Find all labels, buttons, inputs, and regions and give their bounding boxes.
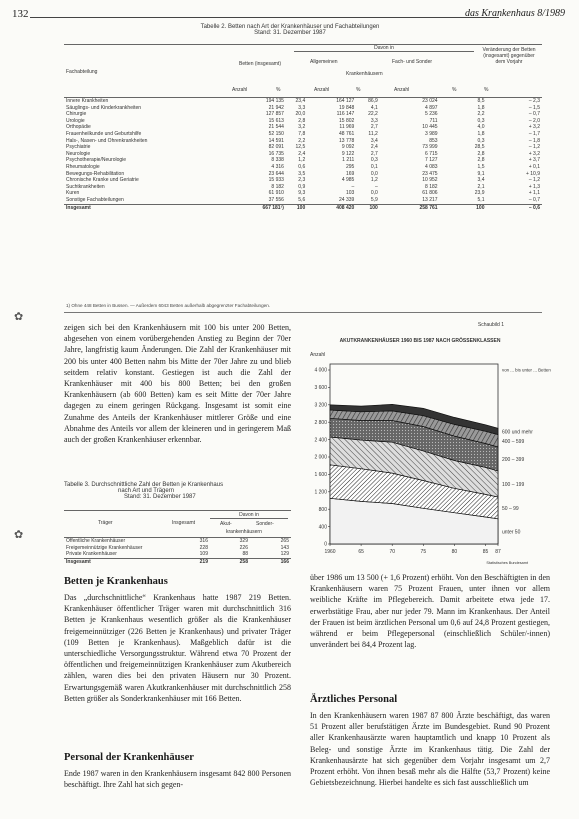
x-tick-label: 1960 [324,549,336,555]
table2-row-cell: 3,2 [298,124,306,131]
table2-row-cell: 11,2 [368,130,378,137]
table2-row-cell: Innere Krankheiten [66,98,109,104]
table2-row [64,138,542,145]
table2-row-cell: 4 316 [271,163,284,170]
table2-row-cell: 23,9 [474,190,485,197]
header-rule [30,17,499,18]
table2 [64,44,542,211]
table2-row-cell: 15 802 [339,117,355,124]
table3-head-davon: Davon in [210,512,288,519]
table2-head-allgemeinen: Allgemeinen [310,59,338,65]
table3-caption-sub: nach Art und Trägern [118,488,175,494]
table3-head-kh: krankenhäusern [226,529,262,535]
x-tick-label: 70 [389,549,396,555]
table2-row-cell: 3,4 [370,137,378,144]
table2-row-cell: – 1,7 [528,130,540,137]
table3-row-cell: 316 [199,538,208,544]
table2-row-cell: 1,2 [298,157,306,164]
table2-row-cell: 127 857 [265,111,284,118]
table2-row-cell: + 3,2 [528,124,540,131]
table2-row-cell: 0,0 [370,190,378,197]
table2-row-cell: 9 092 [341,144,355,151]
table2-row-cell: 169 [345,170,355,177]
aerzte-paragraph: In den Krankenhäusern waren 1987 87 800 Ärzte beschäftigt, das waren 51 Prozent aller berufstätigen Ärzte im Bundesgebiet. Rund 90 Prozent aller Krankenhausärzte waren hauptamtlich und knapp 10 Prozent als Beleg- und sonstige Ärzte im Krankenhaus tätig. Die Zahl der Krankenhausärzte hat sich gegenüber dem Vorjahr insgesamt um 2,7 Prozent erhöht. Von ihnen besaß mehr als die Hälfte (53,7 Prozent) keine Gebietsbezeichnung. Hierbei handelte es sich fast ausschließlich um [310,711,550,788]
table2-row-cell: – 1,2 [528,144,540,151]
table2-row-cell: 2,2 [298,137,306,144]
series-label-4: 400 – 599 [502,438,525,445]
area-chart [308,318,552,570]
table2-row-cell: 16 735 [268,150,284,157]
table2-row-cell: 5,9 [370,196,378,203]
table2-row-cell: 103 [345,190,355,197]
table2-row-cell: 8 182 [425,183,438,190]
table2-row-cell: – 0,7 [528,196,540,203]
table2-row-cell: Chirurgie [66,111,87,118]
table2-row [64,131,542,138]
table2-row [64,144,542,151]
table2-row-cell: 5 236 [425,111,438,118]
table2-row-cell: Orthopädie [66,124,91,131]
y-tick-label: 3 600 [314,385,327,392]
table2-row-cell: 4 897 [425,104,438,111]
y-tick-label: 2 400 [314,437,327,444]
table2-caption-date: Stand: 31. Dezember 1987 [254,30,326,36]
table2-row [64,157,542,164]
table2-caption-title: Tabelle 2. Betten nach Art der Krankenhäuser und Fachabteilungen [200,24,380,30]
table2-row-cell: 4 985 [341,177,355,184]
page-number: 132 [12,8,29,20]
table2-row-cell: 9 122 [341,150,355,157]
table2-row-cell: 8 338 [271,157,284,164]
table2-row-cell: 73 999 [422,144,438,151]
table2-row-cell: 116 147 [336,111,355,118]
legend-top: von ... bis unter ... Betten [502,367,551,373]
table2-row-cell: 61 806 [422,190,438,197]
table2-body [64,98,542,211]
y-tick-label: 400 [318,524,327,531]
chart-title: AKUTKRANKENHÄUSER 1960 BIS 1987 NACH GRÖSSENKLASSEN [339,338,501,344]
table2-row-cell: Urologie [66,117,85,124]
table3-header [64,510,291,538]
table2-head-veraenderung: Veränderung der Betten (insgesamt) gegenüber dem Vorjahr [482,47,536,65]
table2-row-cell: 8 182 [271,183,284,190]
table2-row-cell: 0,6 [298,163,306,170]
table2-row-cell: 37 556 [268,196,284,203]
table2-head-pct-4: % [484,87,489,93]
table3-row-total-cell: 219 [172,558,210,565]
table2-row-cell: 15 933 [268,177,284,184]
series-label-2: 100 – 199 [502,481,525,488]
table3-head-traeger: Träger [98,520,113,526]
series-label-3: 200 – 399 [502,456,525,463]
table2-row-total [64,204,542,211]
chart-label: Schaubild 1 [477,322,504,328]
table2-row-cell: Psychiatrie [66,144,91,151]
table2-row-cell: 2,7 [370,150,378,157]
y-tick-label: 1 200 [314,489,327,496]
table2-row-cell: 3,3 [298,104,306,111]
table2-row-cell: 2,4 [298,150,306,157]
table2-row-cell: 0,3 [477,137,485,144]
table2-row-cell: 2,7 [370,124,378,131]
table2-head-fachabteilung: Fachabteilung [66,69,98,75]
margin-mark-top: ✿ [14,311,24,323]
table2-row-cell: 4 083 [425,163,438,170]
table2-row-cell: 23 024 [422,98,438,104]
table2-row-cell: 3 989 [425,130,438,137]
table2-row-cell: – 1,5 [528,104,540,111]
table2-row-cell: 4,0 [477,124,485,131]
table2-row-cell: 14 591 [268,137,284,144]
series-label-0: unter 50 [502,529,521,536]
table2-row-cell: Hals-, Nasen- und Ohrenkrankheiten [66,137,148,144]
table2-row-cell: Bewegungs-Rehabilitation [66,170,125,177]
table3-row [64,551,291,558]
table2-row-cell: 5,1 [477,196,485,203]
table3-row-cell: 228 [199,544,208,551]
x-tick-label: 80 [451,549,458,555]
table2-row-cell: 194 135 [265,98,284,104]
table2-row [64,177,542,184]
y-tick-label: 0 [324,541,327,548]
table2-head-betten: Betten (insgesamt) [239,61,281,67]
y-tick-label: 3 200 [314,402,327,409]
table2-row [64,197,542,204]
table2-row [64,171,542,178]
table2-row-cell: 0,0 [370,170,378,177]
table2-row [64,111,542,118]
table2-row-cell: 2,2 [477,111,485,118]
table2-row-cell: Kuren [66,190,80,197]
table3-row-cell: Private Krankenhäuser [66,551,117,558]
table2-row [64,190,542,197]
table2-row [64,184,542,191]
table2-row-cell: 10 445 [422,124,438,131]
table2-row-cell: 4,1 [370,104,378,111]
table2-row-total-cell: 100 [356,204,379,211]
table2-row-cell: 2,8 [477,150,485,157]
table3-row-cell: 265 [280,538,289,544]
x-tick-label: 85 [482,549,489,555]
table2-row-cell: – 1,8 [528,137,540,144]
table2-row [64,105,542,112]
table2-row-cell: Chronische Kranke und Geriatrie [66,177,139,184]
heading-personal: Personal der Krankenhäuser [64,752,194,763]
table2-row-total-cell: 100 [286,204,307,211]
table2-row-cell: 1,8 [477,130,485,137]
running-title: das Krankenhaus 8/1989 [465,8,565,19]
table3-row-cell: 329 [239,538,248,544]
table2-row-cell: 7 127 [425,157,438,164]
heading-betten-je-krankenhaus: Betten je Krankenhaus [64,576,168,587]
table3-row-cell: 143 [280,544,289,551]
table2-row-cell: 28,5 [474,144,485,151]
table2-row-cell: + 1,3 [528,183,540,190]
table2-row-cell: – 2,3 [528,98,540,104]
table2-row-cell: 23 475 [422,170,438,177]
table2-row-cell: 9,1 [477,170,485,177]
right-paragraph: über 1986 um 13 500 (+ 1,6 Prozent) erhöht. Von den Beschäftigten in den Krankenhäusern waren 75 Prozent Frauen, unter ihnen vor allem weibliche Kräfte im Pflegebereich. Damit arbeitete etwa jede 17. erwerbstätige Frau, aber nur jeder 79. Mann im Krankenhaus. Der Anteil der Frauen ist beim ärztlichen Personal um 0,6 auf 24,8 Prozent gestiegen, während er beim Pflegepersonal (einschließlich Schüler/-innen) unverändert bei 84,4 Prozent lag. [310,573,550,650]
table3-head-insgesamt: Insgesamt [172,520,196,526]
table3-row-total-cell: 258 [210,558,250,565]
table3-row-cell: Freigemeinnützige Krankenhäuser [66,544,143,551]
table2-row-cell: 711 [429,117,438,124]
table2-footnote: 1) Ohne 448 Betten in Bussen. — Außerdem 6043 Betten außerhalb abgegrenzter Fachabteilungen. [66,303,271,308]
table3-row-total-cell: 166 [250,558,291,565]
table2-end-rule [64,312,542,313]
table2-row-cell: 0,1 [370,163,378,170]
series-label-5: 600 und mehr [502,429,533,436]
table3 [64,510,291,565]
table2-row-cell: 1,2 [370,177,378,184]
table2-row-cell: Neurologie [66,150,91,157]
table2-header [64,44,542,98]
table2-row-cell: Psychotherapie/Neurologie [66,157,127,164]
table2-row-cell: 1 211 [342,157,355,164]
table2-row-cell: 21 942 [268,104,284,111]
table2-row-cell: 1,8 [477,104,485,111]
table2-row-cell: 21 544 [268,124,284,131]
y-tick-label: 800 [318,506,327,513]
x-tick-label: 75 [420,549,427,555]
table2-row [64,124,542,131]
table3-row-total-cell: Insgesamt [64,558,172,565]
table2-row-cell: 61 910 [268,190,284,197]
table2-row-cell: 8,5 [477,98,485,104]
table2-row-cell: + 1,1 [528,190,540,197]
table2-row-cell: 86,9 [368,98,378,104]
table2-row-total-cell: Insgesamt [64,204,241,211]
table3-row-cell: 88 [242,551,248,558]
series-label-1: 50 – 99 [502,505,519,512]
table2-row-cell: 5,6 [298,196,306,203]
table3-body [64,538,291,565]
table2-head-pct-2: % [356,87,361,93]
table3-row-cell: 226 [239,544,248,551]
table2-row-cell: 2,8 [298,117,306,124]
y-tick-label: 1 600 [314,472,327,479]
table2-row-cell: – [351,183,355,190]
table2-row-cell: 0,3 [477,117,485,124]
table3-row [64,545,291,552]
table2-row-cell: – 2,0 [528,117,540,124]
table3-head-sonder: Sonder- [256,521,274,527]
y-tick-label: 2 800 [314,419,327,426]
table3-caption-title: Tabelle 3. Durchschnittliche Zahl der Betten je Krankenhaus [64,482,224,488]
table2-row [64,98,542,105]
chart-source: Statistisches Bundesamt [486,561,528,565]
table2-row-cell: 0,9 [298,183,306,190]
table2-row-cell: 19 848 [339,104,355,111]
table2-row-cell: 0,3 [370,157,378,164]
table2-row-cell: 52 150 [268,130,284,137]
table2-row-cell: + 3,2 [528,150,540,157]
table3-row-total [64,558,291,565]
table2-row-cell: 2,3 [298,177,306,184]
table2-row-cell: – 0,7 [528,111,540,118]
margin-mark-bottom: ✿ [14,529,24,541]
table2-row-cell: Rheumatologie [66,163,100,170]
table2-row-cell: Suchtkrankheiten [66,183,105,190]
table2-row-cell: 11 969 [339,124,355,131]
table2-row-cell: 6 715 [425,150,438,157]
table2-row-cell: 3,4 [477,177,485,184]
heading-aerztliches-personal: Ärztliches Personal [310,694,398,705]
table2-row-cell: – 1,2 [528,177,540,184]
table2-row-cell: 295 [345,163,355,170]
table3-head-akut: Akut- [220,521,232,527]
table2-row-cell: Sonstige Fachabteilungen [66,196,124,203]
table2-row-cell: – [375,183,378,190]
table2-row [64,118,542,125]
table2-row-cell: 853 [429,137,438,144]
table2-row-cell: 2,8 [477,157,485,164]
table2-row-cell: 23 644 [268,170,284,177]
table2-row-cell: 13 778 [339,137,355,144]
table2-row [64,164,542,171]
table3-caption [64,482,291,500]
table2-head-pct-3: % [452,87,457,93]
table2-head-anzahl-3: Anzahl [394,87,410,93]
table2-head-pct-1: % [276,87,281,93]
table2-row-cell: + 3,7 [528,157,540,164]
x-tick-label: 87 [495,549,501,555]
table2-row-cell: 2,1 [477,183,485,190]
table2-row-total-cell: 258 761 [380,204,440,211]
table2-head-davon: Davon in [294,45,474,52]
table2-row-cell: 20,0 [295,111,306,118]
table2-row-cell: 24 339 [339,196,355,203]
table2-row-cell: 12,5 [295,144,306,151]
table2-row-total-cell: – 0,6 [486,204,542,211]
table2-row-cell: 1,5 [477,163,485,170]
table2-row [64,151,542,158]
table2-row-cell: 164 127 [336,98,355,104]
schaubild-1 [308,318,552,570]
table2-row-cell: 22,2 [368,111,378,118]
y-tick-label: 2 000 [314,454,327,461]
table2-row-cell: 48 761 [339,130,355,137]
table3-row [64,538,291,545]
table2-head-anzahl-2: Anzahl [314,87,330,93]
betten-paragraph: Das „durchschnittliche“ Krankenhaus hatte 1987 219 Betten. Krankenhäuser öffentlicher Träger waren mit durchschnittlich 316 Betten je Krankenhaus wesentlich größer als die Krankenhäuser freigemeinnütziger (226 Betten je Krankenhaus) und privater Träger (109 Betten je Krankenhaus). Maßgeblich dafür ist die unterschiedliche Versorgungsstruktur. Während etwa 70 Prozent der öffentlichen und freigemeinnützigen Krankenhäuser zum Akutbereich zählen, waren dies bei den privaten Häusern nur 30 Prozent. Erwartungsgemäß waren Akutkrankenhäuser mit durchschnittlich 258 Betten größer als Sonderkrankenhäuser mit 166 Betten. [64,593,291,703]
table2-row-cell: 2,4 [370,144,378,151]
table2-row-cell: 7,8 [298,130,306,137]
table2-row-cell: 3,3 [370,117,378,124]
table2-row-total-cell: 667 181¹) [241,204,286,211]
table2-row-cell: 10 952 [422,177,438,184]
table2-caption [80,24,500,36]
table2-row-cell: 23,4 [295,98,306,104]
table2-row-cell: Frauenheilkunde und Geburtshilfe [66,130,142,137]
x-tick-label: 65 [358,549,364,555]
table3-row-cell: 129 [280,551,289,558]
table2-row-cell: + 0,1 [528,163,540,170]
chart-ylabel: Anzahl [310,352,326,358]
table2-row-cell: 82 091 [268,144,284,151]
table2-head-fachsonder: Fach- und Sonder [392,59,433,65]
left-paragraph: zeigen sich bei den Krankenhäusern mit 100 bis unter 200 Betten, abgesehen von einem vorübergehenden Anstieg zu Beginn der 70er Jahre, langfristig kaum Änderungen. Die Zahl der Krankenhäuser mit 200 bis unter 400 Betten nahm bis Mitte der 70er Jahre zu und blieb seitdem relativ konstant. Gestiegen ist auch die Zahl der Krankenhäuser mit 400 bis 800 Betten; bei den großen Krankenhäusern (ab 600 Betten) kam es seit Mitte der 70er Jahre dagegen zu einem geringen Rückgang. Insgesamt ist somit eine Zunahme des Anteils der Krankenhäuser mittlerer Größe und eine Abnahme des Anteils vor allem der kleineren und in geringerem Maß auch der großen Krankenhäuser erkennbar. [64,323,291,445]
table2-row-cell: 15 613 [268,117,284,124]
table3-row-cell: 109 [199,551,208,558]
table2-row-cell: 9,3 [298,190,306,197]
table3-row-cell: Öffentliche Krankenhäuser [66,538,126,544]
table2-head-anzahl-1: Anzahl [232,87,248,93]
table2-row-cell: 13 217 [422,196,438,203]
table2-row-cell: + 10,9 [525,170,540,177]
table2-row-total-cell: 408 420 [307,204,356,211]
y-tick-label: 4 000 [314,367,327,374]
personal-paragraph: Ende 1987 waren in den Krankenhäusern insgesamt 842 800 Personen beschäftigt. Ihre Zahl hat sich gegen- [64,769,291,790]
table2-row-cell: 3,5 [298,170,306,177]
table2-head-krankenhaeusern: Krankenhäusern [346,71,383,77]
table2-row-total-cell: 100 [440,204,487,211]
table3-caption-date: Stand: 31. Dezember 1987 [124,494,196,500]
table2-row-cell: Säuglings- und Kinderkrankheiten [66,104,142,111]
